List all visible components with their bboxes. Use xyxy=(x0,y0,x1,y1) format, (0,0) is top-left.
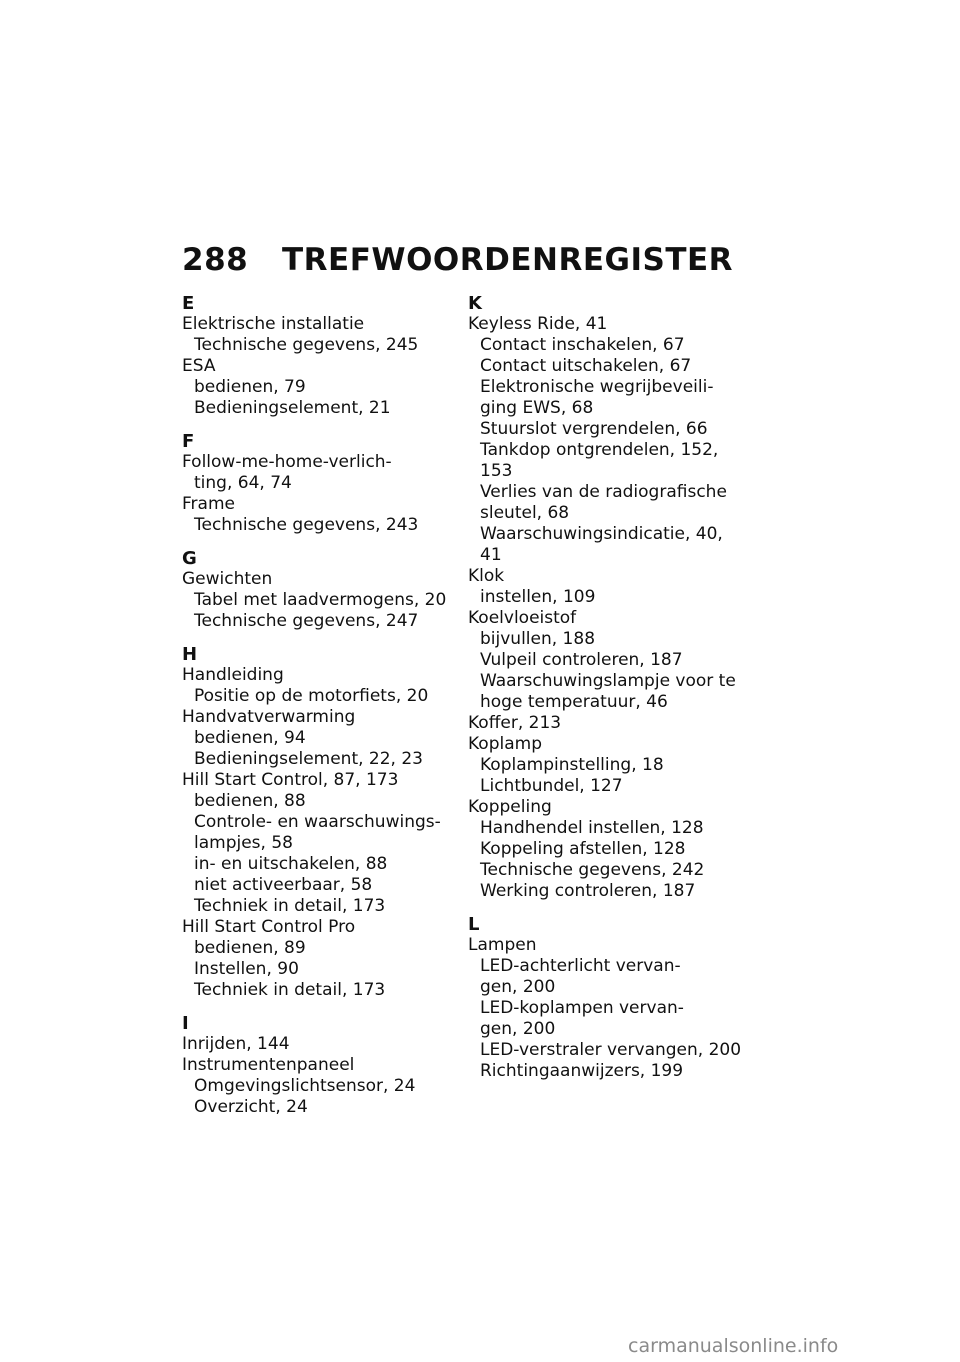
index-subentry: LED-achterlicht vervan- xyxy=(480,956,681,976)
index-term: Hill Start Control, 87, 173 xyxy=(182,770,399,790)
index-letter-heading: E xyxy=(182,293,195,314)
index-term: Frame xyxy=(182,494,235,514)
index-subentry: Waarschuwingslampje voor te xyxy=(480,671,736,691)
index-subentry: ging EWS, 68 xyxy=(480,398,594,418)
index-letter-heading: L xyxy=(468,914,480,935)
index-subentry: Tabel met laadvermogens, 20 xyxy=(194,590,447,610)
index-letter-heading: G xyxy=(182,548,197,569)
index-subentry: Stuurslot vergrendelen, 66 xyxy=(480,419,708,439)
index-subentry: bedienen, 79 xyxy=(194,377,306,397)
page-header xyxy=(182,242,733,278)
index-subentry: Positie op de motorfiets, 20 xyxy=(194,686,429,706)
index-subentry: LED-koplampen vervan- xyxy=(480,998,684,1018)
index-subentry: ting, 64, 74 xyxy=(194,473,292,493)
index-subentry: Techniek in detail, 173 xyxy=(194,896,386,916)
index-letter-heading: K xyxy=(468,293,482,314)
index-term: Gewichten xyxy=(182,569,273,589)
index-subentry: Verlies van de radiografische xyxy=(480,482,727,502)
index-term: Koppeling xyxy=(468,797,552,817)
index-column-left xyxy=(182,293,457,1130)
index-subentry: Technische gegevens, 243 xyxy=(194,515,419,535)
index-subentry: Bedieningselement, 22, 23 xyxy=(194,749,423,769)
index-subentry: 153 xyxy=(480,461,513,481)
index-subentry: Technische gegevens, 242 xyxy=(480,860,705,880)
index-letter-heading: I xyxy=(182,1013,189,1034)
index-subentry: Bedieningselement, 21 xyxy=(194,398,391,418)
page-title: TREFWOORDENREGISTER xyxy=(282,242,734,278)
index-subentry: bedienen, 89 xyxy=(194,938,306,958)
index-subentry: Richtingaanwijzers, 199 xyxy=(480,1061,684,1081)
index-term: Inrijden, 144 xyxy=(182,1034,290,1054)
index-subentry: niet activeerbaar, 58 xyxy=(194,875,373,895)
page-number: 288 xyxy=(182,242,249,278)
index-subentry: lampjes, 58 xyxy=(194,833,293,853)
footer-watermark: carmanualsonline.info xyxy=(628,1335,839,1357)
index-subentry: gen, 200 xyxy=(480,977,556,997)
index-subentry: Handhendel instellen, 128 xyxy=(480,818,704,838)
index-letter-group xyxy=(468,293,743,902)
index-subentry: Lichtbundel, 127 xyxy=(480,776,623,796)
index-letter-group xyxy=(182,1013,457,1118)
index-subentry: sleutel, 68 xyxy=(480,503,570,523)
index-subentry: Omgevingslichtsensor, 24 xyxy=(194,1076,416,1096)
index-term: Keyless Ride, 41 xyxy=(468,314,608,334)
index-subentry: Elektronische wegrijbeveili- xyxy=(480,377,714,397)
index-term: Hill Start Control Pro xyxy=(182,917,356,937)
index-subentry: Techniek in detail, 173 xyxy=(194,980,386,1000)
index-letter-group xyxy=(182,548,457,632)
index-subentry: Controle- en waarschuwings- xyxy=(194,812,441,832)
index-subentry: 41 xyxy=(480,545,502,565)
index-term: ESA xyxy=(182,356,216,376)
index-subentry: in- en uitschakelen, 88 xyxy=(194,854,388,874)
index-term: Klok xyxy=(468,566,505,586)
index-term: Instrumentenpaneel xyxy=(182,1055,355,1075)
index-letter-group xyxy=(182,431,457,536)
index-letter-group xyxy=(182,293,457,419)
index-letter-group xyxy=(182,644,457,1001)
index-subentry: Koplampinstelling, 18 xyxy=(480,755,664,775)
index-term: Elektrische installatie xyxy=(182,314,365,334)
index-subentry: Vulpeil controleren, 187 xyxy=(480,650,683,670)
index-subentry: Koppeling afstellen, 128 xyxy=(480,839,686,859)
index-subentry: Instellen, 90 xyxy=(194,959,299,979)
index-subentry: LED-verstraler vervangen, 200 xyxy=(480,1040,742,1060)
index-term: Koelvloeistof xyxy=(468,608,577,628)
index-term: Handvatverwarming xyxy=(182,707,356,727)
index-subentry: gen, 200 xyxy=(480,1019,556,1039)
index-subentry: hoge temperatuur, 46 xyxy=(480,692,668,712)
index-subentry: bijvullen, 188 xyxy=(480,629,596,649)
index-subentry: Werking controleren, 187 xyxy=(480,881,696,901)
index-term: Koffer, 213 xyxy=(468,713,562,733)
index-subentry: bedienen, 94 xyxy=(194,728,306,748)
index-term: Koplamp xyxy=(468,734,542,754)
index-term: Handleiding xyxy=(182,665,284,685)
index-letter-heading: F xyxy=(182,431,195,452)
index-column-right xyxy=(468,293,743,1094)
index-subentry: Technische gegevens, 247 xyxy=(194,611,419,631)
index-subentry: Waarschuwingsindicatie, 40, xyxy=(480,524,723,544)
index-subentry: Tankdop ontgrendelen, 152, xyxy=(480,440,719,460)
index-subentry: Overzicht, 24 xyxy=(194,1097,308,1117)
index-subentry: bedienen, 88 xyxy=(194,791,306,811)
index-subentry: instellen, 109 xyxy=(480,587,596,607)
index-letter-heading: H xyxy=(182,644,198,665)
index-letter-group xyxy=(468,914,743,1082)
index-term: Follow-me-home-verlich- xyxy=(182,452,392,472)
index-subentry: Contact uitschakelen, 67 xyxy=(480,356,692,376)
index-subentry: Contact inschakelen, 67 xyxy=(480,335,685,355)
index-subentry: Technische gegevens, 245 xyxy=(194,335,419,355)
index-term: Lampen xyxy=(468,935,537,955)
